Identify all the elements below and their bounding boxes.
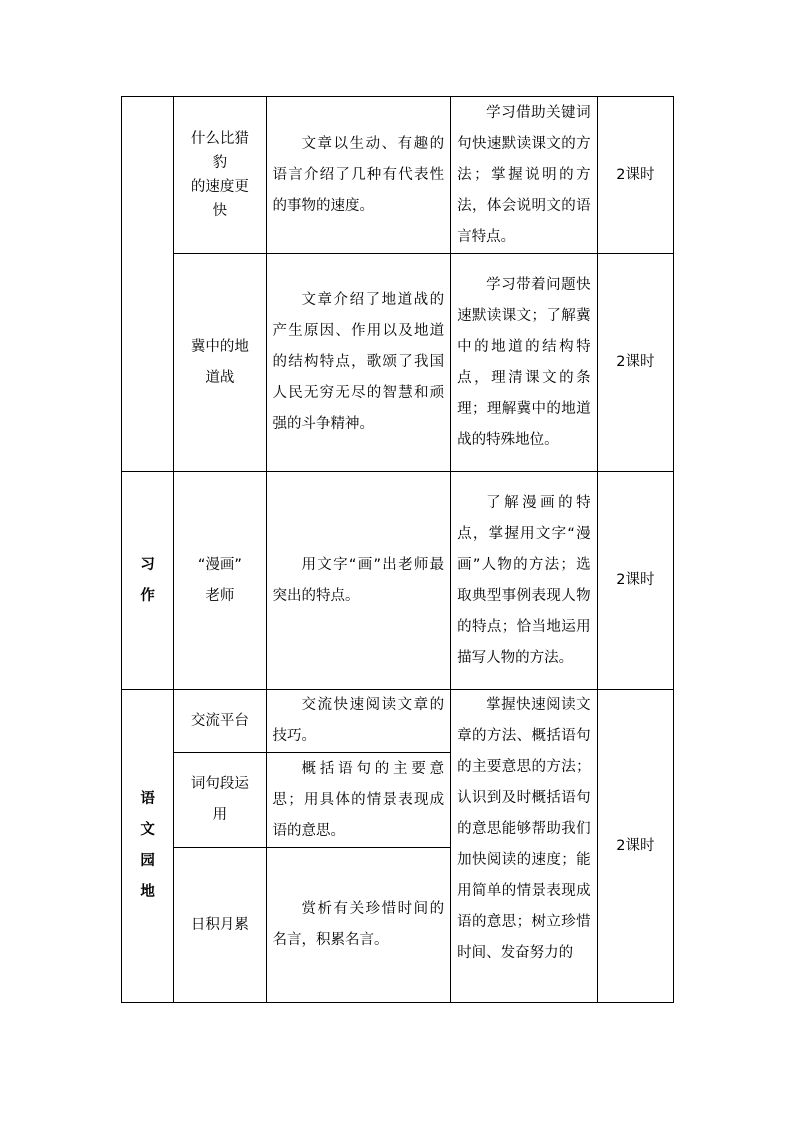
description-cell bbox=[266, 690, 451, 753]
table-row bbox=[122, 690, 674, 753]
goal-text: 了解漫画的特点，掌握用文字“漫画”人物的方法；选取典型事例表现人物的特点；恰当地运用描写人物的方法。 bbox=[457, 494, 591, 666]
unit-cell-reading bbox=[122, 97, 174, 472]
lesson-title-cell bbox=[174, 690, 266, 753]
lesson-title-line: 交流平台 bbox=[190, 712, 249, 729]
hours-cell: 2课时 bbox=[597, 97, 673, 254]
unit-label-char: 语 bbox=[140, 791, 155, 807]
goal-cell bbox=[451, 690, 598, 1003]
goal-text: 掌握快速阅读文章的方法、概括语句的主要意思的方法；认识到及时概括语句的意思能够帮助我们加快阅读的速度；能用简单的情景表现成语的意思；树立珍惜时间、发奋努力的 bbox=[457, 697, 591, 961]
table-row bbox=[122, 472, 674, 690]
unit-label-char: 地 bbox=[140, 884, 155, 900]
table-row bbox=[122, 97, 674, 254]
unit-label-char: 园 bbox=[140, 853, 155, 869]
description-text: 赏析有关珍惜时间的名言，积累名言。 bbox=[272, 901, 445, 948]
lesson-title-line: 的速度更 bbox=[190, 179, 249, 195]
unit-label-char: 习 bbox=[140, 556, 155, 573]
description-text: 交流快速阅读文章的技巧。 bbox=[272, 697, 445, 744]
description-cell bbox=[266, 848, 451, 1003]
lesson-title-line: 用 bbox=[212, 807, 228, 823]
goal-cell bbox=[451, 97, 598, 254]
lesson-title-line: 快 bbox=[212, 203, 228, 219]
hours-cell: 2课时 bbox=[597, 254, 673, 472]
description-cell bbox=[266, 97, 451, 254]
hours-cell: 2课时 bbox=[597, 472, 673, 690]
description-cell bbox=[266, 254, 451, 472]
lesson-title-line: 豹 bbox=[212, 155, 228, 171]
goal-cell bbox=[451, 472, 598, 690]
goal-cell bbox=[451, 254, 598, 472]
unit-label-char: 文 bbox=[140, 822, 155, 838]
lesson-title-line: 道战 bbox=[205, 369, 235, 386]
description-text: 文章以生动、有趣的语言介绍了几种有代表性的事物的速度。 bbox=[272, 135, 445, 214]
lesson-title-cell bbox=[174, 97, 266, 254]
unit-label-char: 作 bbox=[140, 587, 155, 604]
lesson-plan-table bbox=[121, 96, 674, 1003]
lesson-title-cell bbox=[174, 848, 266, 1003]
lesson-title-line: 词句段运 bbox=[190, 776, 249, 792]
unit-cell-writing bbox=[122, 472, 174, 690]
description-text: 概括语句的主要意思；用具体的情景表现成语的意思。 bbox=[272, 760, 445, 839]
lesson-title-line: “漫画” bbox=[197, 556, 242, 573]
description-text: 文章介绍了地道战的产生原因、作用以及地道的结构特点，歌颂了我国人民无穷无尽的智慧和顽强的斗争精神。 bbox=[272, 292, 445, 432]
lesson-title-line: 老师 bbox=[205, 587, 235, 604]
table-row bbox=[122, 254, 674, 472]
goal-text: 学习借助关键词句快速默读课文的方法；掌握说明的方法，体会说明文的语言特点。 bbox=[457, 104, 591, 245]
lesson-title-line: 日积月累 bbox=[190, 916, 249, 933]
description-cell bbox=[266, 472, 451, 690]
lesson-title-cell bbox=[174, 753, 266, 848]
unit-cell-chinese-garden bbox=[122, 690, 174, 1003]
lesson-title-cell bbox=[174, 472, 266, 690]
lesson-title-line: 什么比猎 bbox=[190, 131, 249, 147]
description-cell bbox=[266, 753, 451, 848]
lesson-title-cell bbox=[174, 254, 266, 472]
hours-cell: 2课时 bbox=[597, 690, 673, 1003]
goal-text: 学习带着问题快速默读课文；了解冀中的地道的结构特点，理清课文的条理；理解冀中的地道战的特殊地位。 bbox=[457, 276, 591, 448]
lesson-title-line: 冀中的地 bbox=[190, 338, 249, 355]
description-text: 用文字“画”出老师最突出的特点。 bbox=[272, 556, 445, 604]
